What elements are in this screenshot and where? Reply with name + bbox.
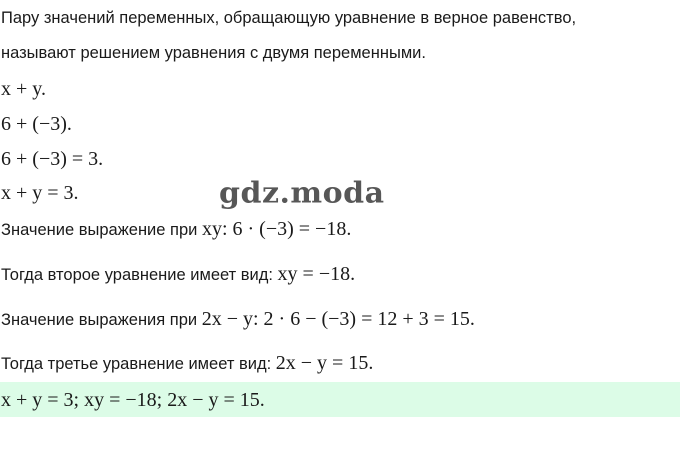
watermark-logo: gdz.moda [219, 176, 385, 211]
intro-text-line-1: Пару значений переменных, обращающую уравнение в верное равенство, [1, 9, 577, 27]
second-equation-line [1, 264, 355, 284]
value-2x-line [1, 309, 475, 329]
intro-text-line-2: называют решением уравнения с двумя переменными. [1, 44, 426, 62]
value-xy-line [1, 219, 351, 239]
math-expression-4: x + y = 3. [1, 182, 79, 204]
third-equation-math: 2x − y = 15. [275, 352, 374, 374]
value-2x-label: Значение выражения при [1, 311, 202, 329]
second-equation-math: xy = −18. [277, 263, 356, 285]
answer-text: x + y = 3; xy = −18; 2x − y = 15. [1, 389, 265, 411]
math-expression-2: 6 + (−3). [1, 113, 72, 135]
second-equation-label: Тогда второе уравнение имеет вид: [1, 266, 278, 284]
third-equation-label: Тогда третье уравнение имеет вид: [1, 355, 276, 373]
value-xy-label: Значение выражение при [1, 221, 202, 239]
value-2x-math: 2x − y: 2 · 6 − (−3) = 12 + 3 = 15. [201, 308, 475, 330]
third-equation-line [1, 353, 373, 373]
math-expression-1: x + y. [1, 78, 46, 100]
math-expression-3: 6 + (−3) = 3. [1, 148, 104, 170]
value-xy-math: xy: 6 · (−3) = −18. [201, 218, 352, 240]
